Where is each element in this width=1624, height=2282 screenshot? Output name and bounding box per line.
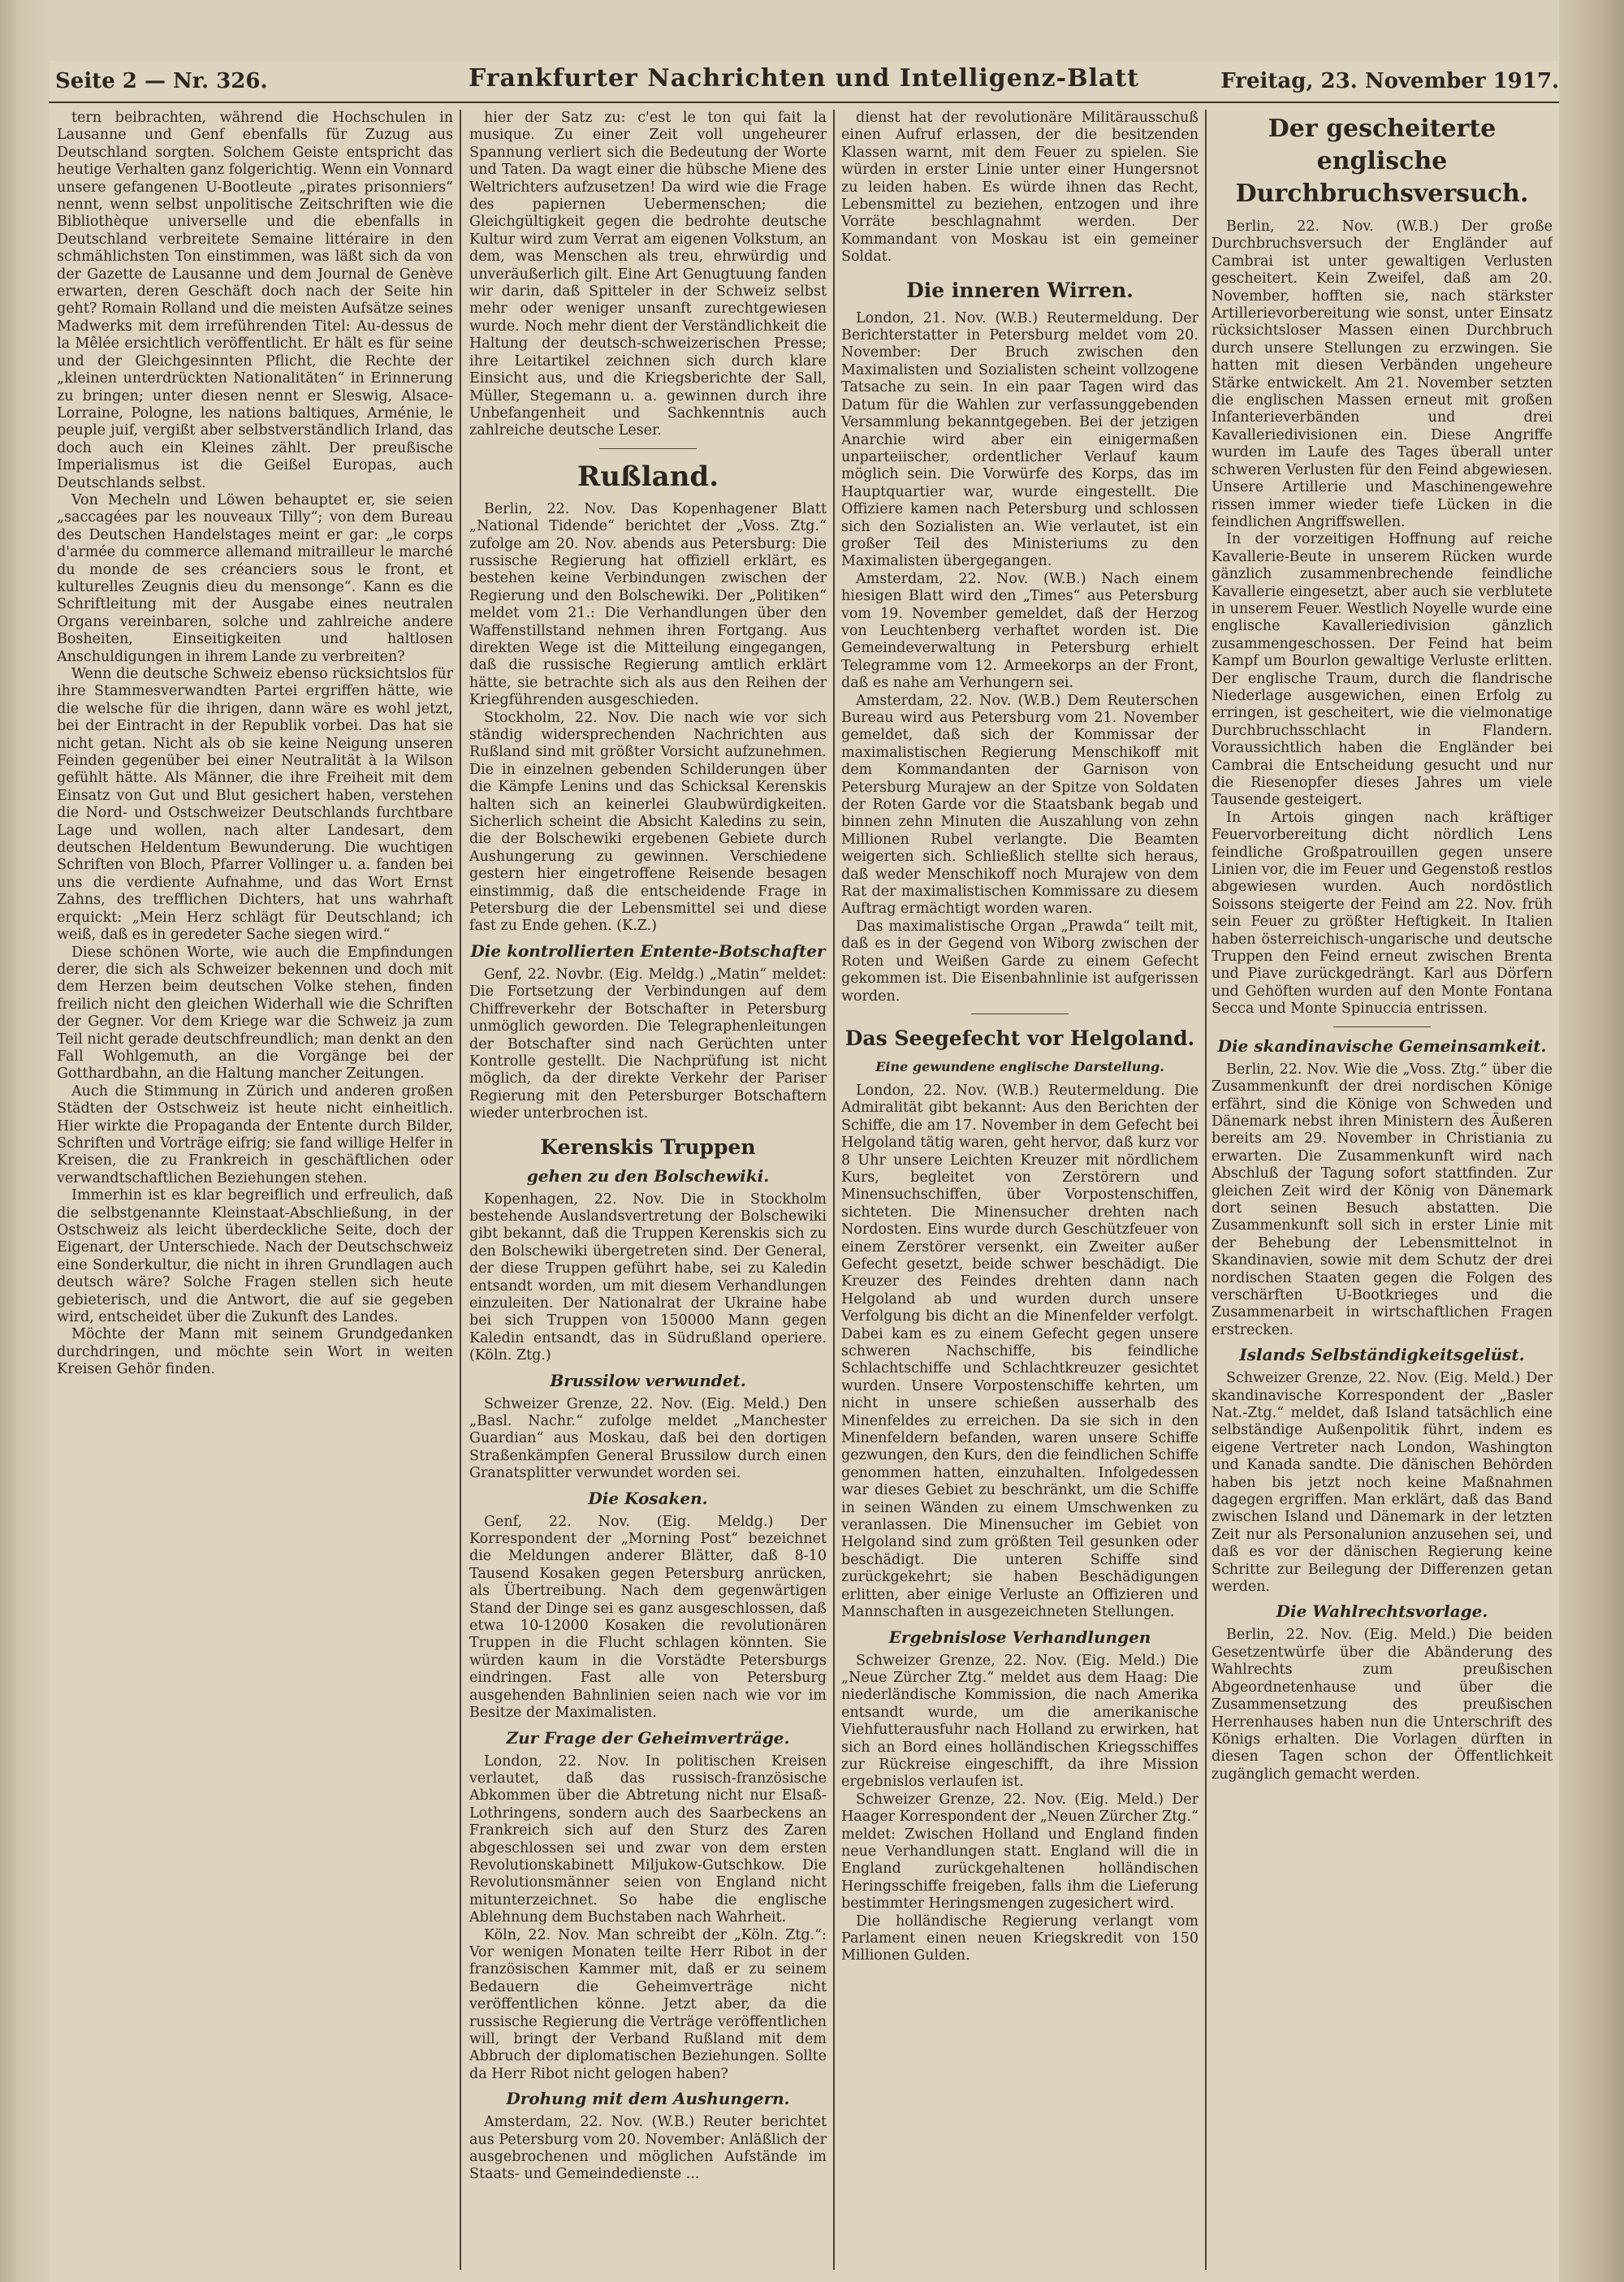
paragraph: Schweizer Grenze, 22. Nov. (Eig. Meld.) Der skandinavische Korrespondent der „Basler Nat.-Ztg.“ meldet, daß Island tatsächlich eine selbständige Außenpolitik führt, indem es eigene Vertreter nach London, Washington und Kanada sandte. Die dänischen Behörden haben bis jetzt noch keine Maßnahmen dagegen ergriffen. Man erklärt, daß das Band zwischen Island und Dänemark in der letzten Zeit nur als Personalunion anzusehen sei, und daß es vor der dänischen Regierung keine Schritte zur Beilegung der Differenzen getan werden. [1212,1370,1553,1596]
paragraph: Immerhin ist es klar begreiflich und erfreulich, daß die selbstgenannte Kleinstaat-Abschließung, in der Ostschweiz als leicht überdeckliche Seite, doch der Eigenart, der Unterschiede. Nach der Deutschschweiz eine Sonderkultur, die nicht in ihren Grundlagen auch deutsch wäre? Solche Fragen stellen sich heute gebieterisch, und die Antwort, die auf sie gegeben wird, entscheidet über die Zukunft des Landes. [57,1187,453,1326]
paragraph: Schweizer Grenze, 22. Nov. (Eig. Meld.) Den „Basl. Nachr.“ zufolge meldet „Manchester Guardian“ aus Moskau, daß bei den dortigen Straßenkämpfen General Brussilow durch einen Granatsplitter verwundet worden sei. [469,1395,827,1482]
paragraph: In Artois gingen nach kräftiger Feuervorbereitung dicht nördlich Lens feindliche Großpatrouillen gegen unsere Linien vor, die im Feuer und Gegenstoß restlos abgewiesen wurden. Auch nordöstlich Soissons steigerte der Feind am 22. Nov. früh sein Feuer zu größter Heftigkeit. In Italien haben österreichisch-ungarische und deutsche Truppen den Feind erneut zwischen Brenta und Piave zurückgedrängt. Karl aus Dörfern und Gehöften wurden auf den Monte Fontana Secca und Monte Spinuccia entrissen. [1212,809,1553,1018]
column-2 [469,110,827,2270]
column-4 [1212,110,1553,2270]
paragraph: Auch die Stimmung in Zürich und anderen großen Städten der Ostschweiz ist heute nicht einheitlich. Hier wirkte die Propaganda der Entente durch Bilder, Schriften und Vorträge eifrig; sie fand willige Helfer in Kreisen, die zu Frankreich in geschäftlichen oder verwandtschaftlichen Beziehungen stehen. [57,1083,453,1186]
paragraph: Amsterdam, 22. Nov. (W.B.) Reuter berichtet aus Petersburg vom 20. November: Anläßlich der ausgebrochenen und möglichen Aufstände im Staats- und Gemeindedienste ... [469,2114,827,2183]
paragraph: Genf, 22. Novbr. (Eig. Meldg.) „Matin“ meldet: Die Fortsetzung der Verbindungen auf dem Chiffreverkehr der Botschafter in Petersburg unmöglich geworden. Die Telegraphenleitungen der Botschafter sind nach Gerüchten unter Kontrolle gestellt. Die Nachprüfung ist nicht möglich, da der direkte Verkehr der Pariser Regierung mit den Petersburger Botschaftern wieder unterbrochen ist. [469,966,827,1122]
article-title: Brussilow verwundet. [550,1370,746,1390]
column-3 [841,110,1199,2270]
paragraph: Berlin, 22. Nov. Wie die „Voss. Ztg.“ über die Zusammenkunft der drei nordischen Könige erfährt, sind die Könige von Schweden und Dänemark nebst ihren Ministern des Äußeren bereits am 29. November in Christiania zu erwarten. Die Zusammenkunft wird nach Abschluß der Tagung sofort stattfinden. Zur gleichen Zeit wird der König von Dänemark dort seinen Besuch abstatten. Die Zusammenkunft soll sich in erster Linie mit der Behebung der Lebensmittelnot in Skandinavien, sowie mit dem Schutz der drei nordischen Staaten gegen die Folgen des verschärften U-Bootkrieges und die Zusammenarbeit in wirtschaftlichen Fragen erstrecken. [1212,1061,1553,1338]
paragraph: London, 22. Nov. In politischen Kreisen verlautet, daß das russisch-französische Abkommen über die Abtretung nicht nur Elsaß-Lothringens, sondern auch des Saarbeckens an Frankreich sich auf den Sturz des Zaren abgeschlossen sei und zwar von dem ersten Revolutionskabinett Miljukow-Gutschkow. Die Revolutionsmänner seien von England nicht mitunterzeichnet. So habe die englische Ablehnung dem Buchstaben nach Wahrheit. [469,1753,827,1926]
paragraph: Das maximalistische Organ „Prawda“ teilt mit, daß es in der Gegend von Wiborg zwischen der Roten und Weißen Garde zu einem Gefecht gekommen ist. Die Eisenbahnlinie ist aufgerissen worden. [841,918,1199,1005]
paragraph: Möchte der Mann mit seinem Grundgedanken durchdringen, und möchte sein Wort in weiten Kreisen Gehör finden. [57,1326,453,1378]
divider [599,448,697,449]
article-title: Die inneren Wirren. [906,278,1134,302]
masthead: Frankfurter Nachrichten und Intelligenz-Blatt [468,64,1140,93]
issue-date: Freitag, 23. November 1917. [1220,69,1559,93]
paragraph: Berlin, 22. Nov. (Eig. Meld.) Die beiden Gesetzentwürfe über die Abänderung des Wahlrechts zum preußischen Abgeordnetenhause und über die Zusammensetzung des preußischen Herrenhauses haben nun die Unterschrift des Königs erhalten. Die Vorlagen dürften in diesen Tagen schon der Öffentlichkeit zugänglich gemacht werden. [1212,1627,1553,1783]
paragraph: Berlin, 22. Nov. Das Kopenhagener Blatt „National Tidende“ berichtet der „Voss. Ztg.“ zufolge am 20. Nov. abends aus Petersburg: Die russische Regierung hat offiziell erklärt, es bestehen keine Verbindungen zwischen der Regierung und den Bolschewiki. Der „Politiken“ meldet vom 21.: Die Verhandlungen über den Waffenstillstand nehmen ihren Fortgang. Aus direkten Wege ist die Mitteilung eingegangen, daß die russische Regierung amtlich erklärt hätte, sie betrachte sich als aus den Reihen der Kriegführenden ausgeschieden. [469,500,827,709]
article-title: Das Seegefecht vor Helgoland. [844,1026,1195,1050]
article-title: Drohung mit dem Aushungern. [506,2089,790,2109]
article-title: Die Kosaken. [588,1488,708,1508]
article-title: Kerenskis Truppen [540,1135,756,1159]
page-header [49,61,1559,103]
column-rule [833,110,835,2270]
paragraph: London, 22. Nov. (W.B.) Reutermeldung. Die Admiralität gibt bekannt: Aus den Berichten der Schiffe, die am 17. November in dem Gefecht bei Helgoland tätig waren, geht hervor, daß kurz vor 8 Uhr unsere Leichten Kreuzer mit nördlichem Kurs, begleitet von Zerstörern und Minensuchschiffen, über Vorpostenschiffen, sichteten. Die Minensucher drehten nach Nordosten. Eins wurde durch Geschützfeuer von einem Zerstörer versenkt, ein Zweiter außer Gefecht gesetzt, beide schwer beschädigt. Die Kreuzer des Feindes drehten dann nach Helgoland ab und wurden durch unsere Verfolgung bis dicht an die Minenfelder verfolgt. Dabei kam es zu einem Gefecht gegen unsere schweren Nachschiffe, bis feindliche Schlachtschiffe und Schlachtkreuzer gesichtet wurden. Unsere Vorpostenschiffe kehrten, um nicht in unsere schießen ausserhalb des Minenfeldes zu erreichen. Da sie sich in den Minenfeldern befanden, waren unsere Schiffe gezwungen, den Kurs, den die feindlichen Schiffe genommen hatten, einzuhalten. Infolgedessen war dieses Gebiet zu beschränkt, um die Schiffe in seinen Wänden zu einem Umschwenken zu veranlassen. Die Minensucher im Gebiet von Helgoland sind zum größten Teil gesunken oder beschädigt. Die unteren Schiffe sind zurückgekehrt; sie haben Beschädigungen erlitten, aber einige Verluste an Offizieren und Mannschaften in ausgezeichneten Stellungen. [841,1082,1199,1621]
column-rule [460,110,461,2270]
article-title: Ergebnislose Verhandlungen [888,1627,1151,1647]
paragraph: In der vorzeitigen Hoffnung auf reiche Kavallerie-Beute in unserem Rücken wurde gänzlich zusammenbrechende feindliche Kavallerie eingesetzt, aber auch sie verblutete in unserem Feuer. Westlich Noyelle wurde eine englische Kavalleriedivision gänzlich zusammengeschossen. Der Feind hat beim Kampf um Bourlon gewaltige Verluste erlitten. Der englische Traum, durch die flandrische Niederlage ausgewichen, einen Erfolg zu erringen, ist gescheitert, wie die vielmonatige Durchbruchsschlacht in Flandern. Voraussichtlich haben die Engländer bei Cambrai die Entscheidung gesucht und nur die Riesenopfer dieses Jahres um viele Tausende gesteigert. [1212,531,1553,809]
article-title: Die skandinavische Gemeinsamkeit. [1217,1035,1547,1056]
paragraph: Köln, 22. Nov. Man schreibt der „Köln. Ztg.“: Vor wenigen Monaten teilte Herr Ribot in der französischen Kammer mit, daß er zu seinem Bedauern die Geheimverträge nicht veröffentlichen könne. Jetzt aber, da die russische Regierung die Verträge veröffentlichen will, bringt der Verband Rußland mit dem Abbruch der diplomatischen Beziehungen. Sollte da Herr Ribot nicht gelogen haben? [469,1926,827,2082]
article-title: Der gescheiterte englische Durchbruchsversuch. [1235,115,1529,208]
paragraph: Von Mecheln und Löwen behauptet er, sie seien „saccagées par les nouveaux Tilly“; von dem Bureau des Deutschen Handelstages meint er gar: „le corps d'armée du commerce allemand mitrailleur le marché du monde de ses créanciers sous le front, et kulturelles Zeugnis dieu du mensonge“. Kann es die Schriftleitung mit der Ausgabe eines neutralen Organs vereinbaren, solche und zahlreiche andere Bosheiten, Einseitigkeiten und haltlosen Anschuldigungen in ihrem Lande zu verbreiten? [57,491,453,665]
paragraph: London, 21. Nov. (W.B.) Reutermeldung. Der Berichterstatter in Petersburg meldet vom 20. November: Der Bruch zwischen den Maximalisten und Sozialisten scheint vollzogene Tatsache zu sein. In ein paar Tagen wird das Datum für die Wahlen zur verfassunggebenden Versammlung bekanntgegeben. Bei der jetzigen Anarchie wird aber ein einigermaßen unparteiischer, ordentlicher Verlauf kaum möglich sein. Die Vorwürfe des Korps, das im Hauptquartier war, wurde eingestellt. Die Offiziere kamen nach Petersburg und schlossen sich den Sozialisten an. Wie verlautet, ist ein großer Teil des Ministeriums zu den Maximalisten übergegangen. [841,309,1199,570]
paragraph: Schweizer Grenze, 22. Nov. (Eig. Meld.) Der Haager Korrespondent der „Neuen Zürcher Ztg.“ meldet: Zwischen Holland und England finden neue Verhandlungen statt. England will die in England zurückgehaltenen holländischen Heringsschiffe freigeben, falls ihm die Lieferung bestimmter Heringsmengen zugesichert wird. [841,1791,1199,1912]
section-title-russland: Rußland. [577,460,719,493]
paragraph: Wenn die deutsche Schweiz ebenso rücksichtslos für ihre Stammesverwandten Partei ergriffen hätte, wie die welsche für die ihrigen, dann wäre es wohl jetzt, bei der Eintracht in der Republik vorbei. Das hat sie nicht getan. Nicht als ob sie keine Neigung unseren Feinden gegenüber bei einer Neutralität à la Wilson gefühlt hätte. Als Männer, die ihre Freiheit mit dem Einsatz von Gut und Blut gesichert haben, verstehen die Nord- und Ostschweizer Deutschlands furchtbare Lage und wollen, nach alter Landesart, dem deutschen Heldentum Bewunderung. Die wuchtigen Schriften von Bloch, Pfarrer Vollinger u. a. fanden bei uns die verdiente Aufnahme, und das Wort Ernst Zahns, des trefflichen Dichters, hat uns wahrhaft erquickt: „Mein Herz schlägt für Deutschland; ich weiß, daß es in geredeter Sache siegen wird.“ [57,666,453,944]
column-1 [57,110,453,2270]
paragraph: Berlin, 22. Nov. (W.B.) Der große Durchbruchsversuch der Engländer auf Cambrai ist unter gewaltigen Verlusten gescheitert. Kein Zweifel, daß am 20. November, hofften sie, nach stärkster Artillerievorbereitung wie sonst, unter Einsatz rücksichtsloser Massen einen Durchbruch durch unsere Stellungen zu erzwingen. Sie hatten mit diesen Verbänden ungeheure Stärke entwickelt. Am 21. November setzten die englischen Massen erneut mit großen Infanterieverbänden und drei Kavalleriedivisionen ein. Diese Angriffe wurden im Laufe des Tages überall unter schweren Verlusten für den Feind abgewiesen. Unsere Artillerie und Maschinengewehre rissen immer wieder tiefe Lücken in die feindlichen Angriffswellen. [1212,218,1553,530]
page-number: Seite 2 — Nr. 326. [55,69,268,93]
paragraph: Amsterdam, 22. Nov. (W.B.) Dem Reuterschen Bureau wird aus Petersburg vom 21. November gemeldet, daß sich der Kommissar der maximalistischen Regierung Menschikoff mit dem Kommandanten der Garnison von Petersburg Murajew an der Spitze von Soldaten der Roten Garde vor die Staatsbank begab und binnen zehn Minuten die Auszahlung von zehn Millionen Rubel verlangte. Die Beamten weigerten sich. Schließlich stellte sich heraus, daß weder Menschikoff noch Murajew von dem Rat der maximalistischen Kommissare zu diesem Auftrag ermächtigt worden waren. [841,692,1199,918]
article-title: Die Wahlrechtsvorlage. [1276,1601,1488,1622]
paragraph: Genf, 22. Nov. (Eig. Meldg.) Der Korrespondent der „Morning Post“ bezeichnet die Meldungen anderer Blätter, daß 8-10 Tausend Kosaken gegen Petersburg anrücken, als Übertreibung. Nach dem gegenwärtigen Stand der Dinge sei es ganz ausgeschlossen, daß etwa 10-12000 Kosaken die revolutionären Truppen in die Flucht schlagen könnten. Sie würden kaum in die Vorstädte Petersburgs eindringen. Fast alle von Petersburg ausgehenden Bahnlinien seien nach wie vor im Besitze der Maximalisten. [469,1513,827,1722]
column-rule [1205,110,1207,2270]
paragraph: Diese schönen Worte, wie auch die Empfindungen derer, die sich als Schweizer bekennen und doch mit dem Herzen beim deutschen Volke stehen, finden freilich nicht den gleichen Widerhall wie die Schriften der Gegner. Vor dem Kriege war die Schweiz ja zum Teil nicht gerade deutschfreundlich; man denkt an den Fall Wohlgemuth, an die Vorgänge bei der Gotthardbahn, an die Haltung mancher Zeitungen. [57,944,453,1083]
article-subtitle: Eine gewundene englische Darstellung. [875,1058,1164,1074]
page-gutter-left [0,0,49,2282]
paragraph: Schweizer Grenze, 22. Nov. (Eig. Meld.) Die „Neue Zürcher Ztg.“ meldet aus dem Haag: Die niederländische Kommission, die nach Amerika entsandt wurde, um die amerikanische Viehfutterausfuhr nach Holland zu erwirken, hat sich an Bord eines holländischen Kriegsschiffes zur Rückreise eingeschifft, da ihre Mission ergebnislos verlaufen ist. [841,1652,1199,1791]
article-title: Die kontrollierten Entente-Botschafter [470,940,826,961]
paragraph: Kopenhagen, 22. Nov. Die in Stockholm bestehende Auslandsvertretung der Bolschewiki gibt bekannt, daß die Truppen Kerenskis sich zu den Bolschewiki übergetreten sind. Der General, der diese Truppen geführt habe, sei zu Kaledin entsandt worden, um mit diesem Verhandlungen einzuleiten. Der Nationalrat der Ukraine habe bei sich Truppen von 150000 Mann gegen Kaledin entsandt, das in Südrußland operiere. (Köln. Ztg.) [469,1191,827,1364]
page-edge-right [1559,0,1624,2282]
paragraph: tern beibrachten, während die Hochschulen in Lausanne und Genf ebenfalls für Zuzug aus Deutschland sorgten. Solchem Geiste entspricht das heutige Verhalten ganz folgerichtig. Wenn ein Vonnard unsere gefangenen U-Bootleute „pirates prisonniers“ nennt, wenn selbst unpolitische Zeitschriften wie die Bibliothèque universelle und die ebenfalls in Deutschland verbreitete Semaine littéraire in den schmählichsten Ton einstimmen, was läßt sich da von der Gazette de Lausanne und dem Journal de Genève erwarten, deren Geschäft doch nach der Seite hin geht? Romain Rolland und die meisten Aufsätze seines Madwerks mit dem irreführenden Titel: Au-dessus de la Mêlée ersichtlich veröffentlicht. Er hält es für seine und der Gleichgesinnten Pflicht, die Rechte der „kleinen unterdrückten Nationalitäten“ in Erinnerung zu bringen; unter diesen nennt er Sleswig, Alsace-Lorraine, Pologne, les nations baltiques, Arménie, le peuple juif, vergißt aber selbstverständlich Irland, das doch auch ein Kleines zählt. Der preußische Imperialismus ist die Geißel Europas, auch Deutschlands selbst. [57,110,453,491]
paragraph: hier der Satz zu: c'est le ton qui fait la musique. Zu einer Zeit voll ungeheurer Spannung verliert sich die Bedeutung der Worte und Taten. Da wagt einer die hübsche Miene des Weltrichters aufzusetzen! Da wird wie die Frage des papiernen Uebermenschen; die Gleichgültigkeit gegen die bedrohte deutsche Kultur wird zum Verrat am eigenen Volkstum, an dem, was Menschen als treu, ehrwürdig und unveräußerlich gilt. Eine Art Genugtuung fanden wir darin, daß Spitteler in der Schweiz selbst mehr oder weniger unsanft zurechtgewiesen wurde. Noch mehr dient der Verständlichkeit die Haltung der deutsch-schweizerischen Presse; ihre Leitartikel zeichnen sich durch klare Einsicht aus, und die Kriegsberichte der Sall, Müller, Stegemann u. a. gewinnen durch ihre Unbefangenheit und Sachkenntnis auch zahlreiche deutsche Leser. [469,110,827,439]
divider [1333,1026,1431,1027]
paragraph: Stockholm, 22. Nov. Die nach wie vor sich ständig widersprechenden Nachrichten aus Rußland sind mit größter Vorsicht aufzunehmen. Die in einzelnen gebenden Schilderungen über die Kämpfe Lenins und das Schicksal Kerenskis halten sich an keinerlei Glaubwürdigkeiten. Sicherlich scheint die Absicht Kaledins zu sein, die der Bolschewiki ergebenen Gebiete durch Aushungerung zu gewinnen. Verschiedene gestern hier eingetroffene Reisende besagen einstimmig, daß die entscheidende Frage in Petersburg die der Lebensmittel sei und diese fast zu Ende gehen. (K.Z.) [469,709,827,935]
paragraph: Die holländische Regierung verlangt vom Parlament einen neuen Kriegskredit von 150 Millionen Gulden. [841,1912,1199,1964]
article-title: Zur Frage der Geheimverträge. [506,1727,790,1748]
paragraph: dienst hat der revolutionäre Militärausschuß einen Aufruf erlassen, der die besitzenden Klassen warnt, mit dem Feuer zu spielen. Sie würden in erster Linie unter einer Hungersnot zu leiden haben. Es würde ihnen das Recht, Lebensmittel zu beziehen, entzogen und ihre Vorräte beschlagnahmt werden. Der Kommandant von Moskau ist ein gemeiner Soldat. [841,110,1199,266]
paragraph: Amsterdam, 22. Nov. (W.B.) Nach einem hiesigen Blatt wird den „Times“ aus Petersburg vom 19. November gemeldet, daß der Herzog von Leuchtenberg verhaftet worden ist. Die Gemeindeverwaltung in Petersburg erhielt Telegramme vom 12. Armeekorps an der Front, daß es nahe am Verhungern sei. [841,570,1199,692]
article-subtitle: gehen zu den Bolschewiki. [526,1165,770,1186]
article-title: Islands Selbständigkeitsgelüst. [1239,1345,1525,1365]
